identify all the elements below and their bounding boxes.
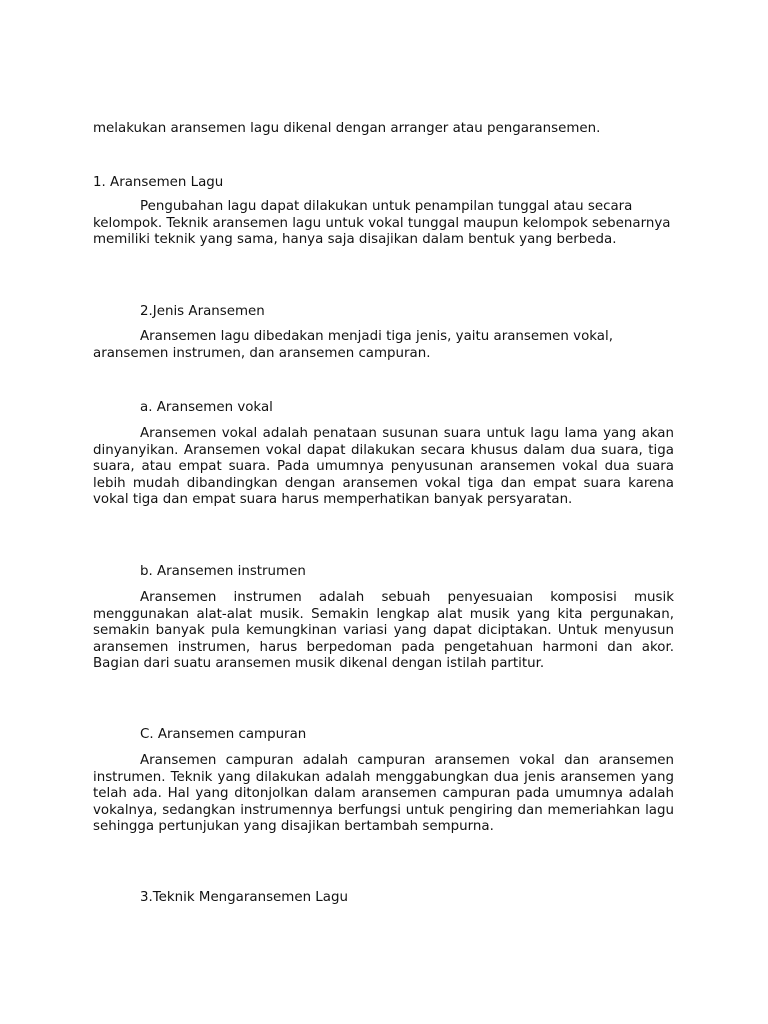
section-3-heading: 3.Teknik Mengaransemen Lagu <box>140 890 348 905</box>
section-a-heading: a. Aransemen vokal <box>140 400 273 415</box>
section-1-heading: 1. Aransemen Lagu <box>93 175 224 190</box>
section-2-heading: 2.Jenis Aransemen <box>140 304 265 319</box>
section-b-paragraph: Aransemen instrumen adalah sebuah penyesuaian komposisi musik menggunakan alat-alat musik. Semakin lengkap alat musik yang kita pergunakan, semakin banyak pula kemungkinan variasi yang dapat diciptakan. Untuk menyusun aransemen instrumen, harus berpedoman pada pengetahuan harmoni dan akor. Bagian dari suatu aransemen musik dikenal dengan istilah partitur. <box>93 590 674 672</box>
section-c-paragraph: Aransemen campuran adalah campuran aransemen vokal dan aransemen instrumen. Teknik yang dilakukan adalah menggabungkan dua jenis aransemen yang telah ada. Hal yang ditonjolkan dalam aransemen campuran pada umumnya adalah vokalnya, sedangkan instrumennya berfungsi untuk pengiring dan memeriahkan lagu sehingga pertunjukan yang disajikan bertambah sempurna. <box>93 753 674 835</box>
section-b-heading: b. Aransemen instrumen <box>140 564 306 579</box>
section-1-paragraph: Pengubahan lagu dapat dilakukan untuk penampilan tunggal atau secara kelompok. Teknik aransemen lagu untuk vokal tunggal maupun kelompok sebenarnya memiliki teknik yang sama, hanya saja disajikan dalam bentuk yang berbeda. <box>93 199 671 248</box>
intro-line: melakukan aransemen lagu dikenal dengan arranger atau pengaransemen. <box>93 121 601 136</box>
section-2-paragraph: Aransemen lagu dibedakan menjadi tiga jenis, yaitu aransemen vokal, aransemen instrumen, dan aransemen campuran. <box>93 329 613 361</box>
section-a-paragraph: Aransemen vokal adalah penataan susunan suara untuk lagu lama yang akan dinyanyikan. Aransemen vokal dapat dilakukan secara khusus dalam dua suara, tiga suara, atau empat suara. Pada umumnya penyusunan aransemen vokal dua suara lebih mudah dibandingkan dengan aransemen vokal tiga dan empat suara karena vokal tiga dan empat suara harus memperhatikan banyak persyaratan. <box>93 426 674 508</box>
section-c-heading: C. Aransemen campuran <box>140 727 307 742</box>
